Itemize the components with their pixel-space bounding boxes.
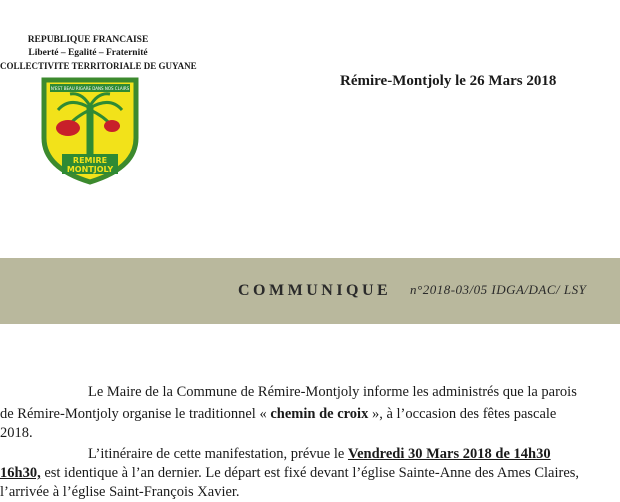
paragraph-1-line-1: Le Maire de la Commune de Rémire-Montjoly informe les administrés que la parois bbox=[88, 384, 577, 400]
chemin-de-croix: chemin de croix bbox=[270, 406, 369, 422]
event-end-time: 16h30, bbox=[0, 465, 41, 481]
paragraph-2-line-1 bbox=[88, 445, 551, 464]
republic-name: REPUBLIQUE FRANCAISE bbox=[27, 35, 149, 45]
logo-motto: N'EST BEAU RIGARE DANS NOS CLAIRS bbox=[50, 86, 130, 91]
territorial-collectivity: COLLECTIVITE TERRITORIALE DE GUYANE bbox=[0, 61, 197, 71]
paragraph-1-line-3: 2018. bbox=[0, 425, 33, 441]
communique-reference: n°2018-03/05 IDGA/DAC/ LSY bbox=[410, 282, 587, 297]
republic-motto: Liberté – Egalité – Fraternité bbox=[28, 48, 148, 58]
p2-l1-text-a: L’itinéraire de cette manifestation, prévue le bbox=[88, 446, 348, 462]
logo-name-line2: MONTJOLY bbox=[66, 165, 114, 174]
paragraph-2-line-3: l’arrivée à l’église Saint-François Xavier. bbox=[0, 484, 240, 500]
paragraph-2-line-2 bbox=[0, 464, 579, 483]
communique-title: COMMUNIQUE bbox=[238, 282, 392, 299]
letterhead bbox=[0, 34, 197, 73]
p2-l2-text-b: est identique à l’an dernier. Le départ est fixé devant l’église Sainte-Anne des Ames Claires, bbox=[40, 465, 580, 481]
paragraph-1-line-2 bbox=[0, 405, 556, 424]
event-date: Vendredi 30 Mars 2018 de 14h30 bbox=[347, 446, 551, 462]
document-date: Rémire-Montjoly le 26 Mars 2018 bbox=[340, 73, 557, 89]
p1-l2-text-c: », à l’occasion des fêtes pascale bbox=[368, 406, 557, 422]
p1-l2-text-a: de Rémire-Montjoly organise le traditionnel « bbox=[0, 406, 271, 422]
logo-name-line1: REMIRE bbox=[72, 156, 108, 165]
remire-montjoly-coat-of-arms-icon bbox=[40, 76, 140, 186]
